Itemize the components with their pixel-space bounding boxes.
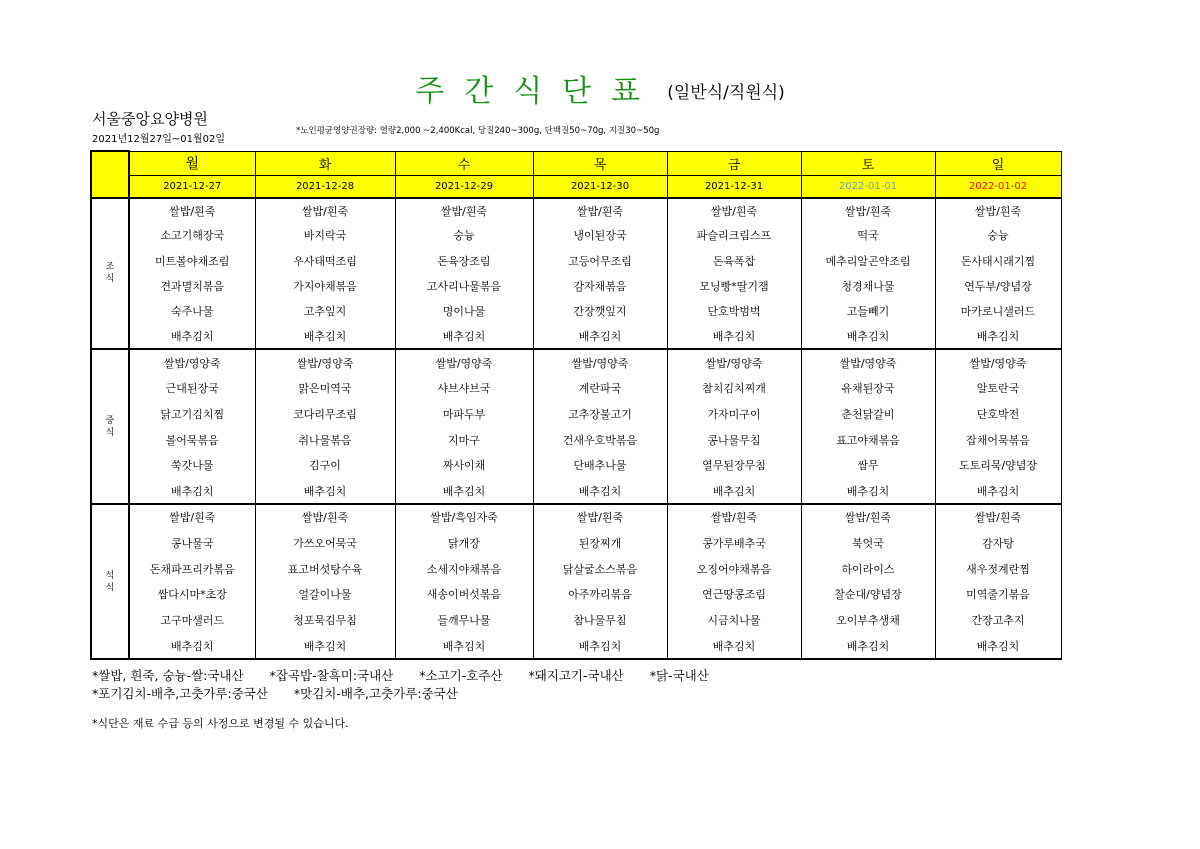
menu-item: 가지야채볶음 (255, 273, 395, 298)
table-row (91, 607, 1061, 633)
origin-item: *쌀밥, 흰죽, 숭늉-쌀:국내산 (92, 668, 244, 683)
menu-item: 배추김치 (667, 324, 801, 349)
menu-item: 청경채나물 (801, 273, 935, 298)
meal-label-char: 식 (105, 427, 115, 438)
menu-item: 콩나물국 (129, 530, 255, 556)
table-row (91, 581, 1061, 607)
menu-item: 감자채볶음 (533, 273, 667, 298)
meal-label-char: 중 (105, 415, 115, 426)
title-subtitle: (일반식/직원식) (667, 83, 785, 103)
menu-item: 잡채어묵볶음 (935, 427, 1061, 453)
menu-item: 소세지야채볶음 (395, 556, 533, 582)
day-name: 목 (533, 151, 667, 175)
menu-item: 표고버섯탕수육 (255, 556, 395, 582)
menu-item: 숭늉 (935, 223, 1061, 248)
menu-item: 쌀밥/흰죽 (935, 198, 1061, 223)
day-header-row (91, 151, 1061, 175)
day-date: 2021-12-31 (667, 175, 801, 197)
nutrition-note: *노인평균영양권장량: 열량2,000 ~2,400Kcal, 당질240~300g, 단백질50~70g, 지질30~50g (296, 126, 660, 136)
menu-item: 고들빼기 (801, 299, 935, 324)
menu-item: 들깨무나물 (395, 607, 533, 633)
meal-label (91, 504, 129, 659)
menu-item: 배추김치 (395, 324, 533, 349)
menu-item: 간장깻잎지 (533, 299, 667, 324)
menu-item: 쌀밥/영양죽 (533, 349, 667, 375)
table-row (91, 349, 1061, 375)
menu-item: 쌀밥/영양죽 (129, 349, 255, 375)
menu-item: 쌀밥/흰죽 (801, 504, 935, 530)
menu-item: 배추김치 (667, 633, 801, 659)
menu-item: 마파두부 (395, 401, 533, 427)
origin-info-line-2 (92, 684, 480, 702)
menu-item: 명이나물 (395, 299, 533, 324)
menu-item: 코다리무조림 (255, 401, 395, 427)
meal-label (91, 198, 129, 350)
title-main: 주간식단표 (415, 74, 661, 109)
menu-item: 떡국 (801, 223, 935, 248)
day-date: 2021-12-27 (129, 175, 255, 197)
menu-item: 배추김치 (533, 478, 667, 504)
menu-item: 쌀밥/흰죽 (667, 198, 801, 223)
meal-label-char: 식 (105, 274, 115, 285)
menu-item: 쌀밥/흰죽 (129, 504, 255, 530)
menu-item: 돈육폭찹 (667, 248, 801, 273)
menu-item: 쌀밥/영양죽 (667, 349, 801, 375)
menu-item: 쌈무 (801, 453, 935, 479)
menu-item: 냉이된장국 (533, 223, 667, 248)
menu-item: 배추김치 (129, 633, 255, 659)
menu-item: 돈사태시래기찜 (935, 248, 1061, 273)
table-row (91, 198, 1061, 223)
menu-item: 춘천닭갈비 (801, 401, 935, 427)
origin-item: *돼지고기-국내산 (528, 668, 624, 683)
table-row (91, 248, 1061, 273)
menu-item: 맑은미역국 (255, 375, 395, 401)
menu-item: 하이라이스 (801, 556, 935, 582)
menu-item: 파슬리크림스프 (667, 223, 801, 248)
menu-item: 짜사이채 (395, 453, 533, 479)
menu-item: 쌀밥/흰죽 (395, 198, 533, 223)
menu-item: 참나물무침 (533, 607, 667, 633)
menu-item: 고구마샐러드 (129, 607, 255, 633)
day-name: 화 (255, 151, 395, 175)
menu-item: 쌀밥/흰죽 (667, 504, 801, 530)
menu-item: 돈채파프리카볶음 (129, 556, 255, 582)
day-date: 2021-12-30 (533, 175, 667, 197)
menu-item: 고사리나물볶음 (395, 273, 533, 298)
menu-item: 쌀밥/흰죽 (255, 504, 395, 530)
menu-item: 배추김치 (935, 478, 1061, 504)
page-title (0, 66, 1200, 110)
menu-item: 열무된장무침 (667, 453, 801, 479)
menu-item: 찰순대/양념장 (801, 581, 935, 607)
menu-item: 단배추나물 (533, 453, 667, 479)
menu-item: 표고야채볶음 (801, 427, 935, 453)
menu-item: 알토란국 (935, 375, 1061, 401)
hospital-name: 서울중앙요양병원 (92, 110, 208, 128)
menu-item: 우사태떡조림 (255, 248, 395, 273)
menu-item: 닭개장 (395, 530, 533, 556)
menu-item: 북엇국 (801, 530, 935, 556)
day-date: 2022-01-01 (801, 175, 935, 197)
table-row (91, 633, 1061, 659)
menu-item: 닭살굴소스볶음 (533, 556, 667, 582)
menu-item: 숭늉 (395, 223, 533, 248)
menu-item: 배추김치 (801, 324, 935, 349)
menu-item: 배추김치 (935, 324, 1061, 349)
menu-item: 청포묵김무침 (255, 607, 395, 633)
meal-label-char: 식 (105, 582, 115, 593)
menu-item: 미트볼야채조림 (129, 248, 255, 273)
menu-item: 배추김치 (255, 324, 395, 349)
day-date: 2022-01-02 (935, 175, 1061, 197)
table-row (91, 530, 1061, 556)
origin-item: *잡곡밥-찰흑미:국내산 (269, 668, 394, 683)
menu-item: 마카로니샐러드 (935, 299, 1061, 324)
menu-item: 쑥갓나물 (129, 453, 255, 479)
table-corner (91, 151, 129, 198)
origin-item: *닭-국내산 (649, 668, 709, 683)
menu-item: 샤브샤브국 (395, 375, 533, 401)
menu-item: 근대된장국 (129, 375, 255, 401)
menu-item: 얼갈이나물 (255, 581, 395, 607)
menu-item: 미역줄기볶음 (935, 581, 1061, 607)
menu-item: 견과멸치볶음 (129, 273, 255, 298)
table-row (91, 299, 1061, 324)
menu-item: 배추김치 (129, 324, 255, 349)
origin-info-line-1 (92, 666, 731, 684)
menu-item: 가자미구이 (667, 401, 801, 427)
menu-item: 연근땅콩조림 (667, 581, 801, 607)
menu-item: 소고기해장국 (129, 223, 255, 248)
menu-item: 배추김치 (801, 478, 935, 504)
day-date: 2021-12-29 (395, 175, 533, 197)
menu-item: 쌀밥/흑임자죽 (395, 504, 533, 530)
weekly-menu-table (90, 150, 1062, 660)
meal-label-char: 조 (105, 262, 115, 273)
menu-item: 아주까리볶음 (533, 581, 667, 607)
menu-item: 쌀밥/흰죽 (255, 198, 395, 223)
table-row (91, 324, 1061, 349)
menu-item: 참치김치찌개 (667, 375, 801, 401)
menu-item: 메추리알곤약조림 (801, 248, 935, 273)
menu-period: 2021년12월27일~01월02일 (92, 134, 226, 145)
menu-item: 시금치나물 (667, 607, 801, 633)
menu-item: 지마구 (395, 427, 533, 453)
menu-item: 바지락국 (255, 223, 395, 248)
menu-item: 간장고추지 (935, 607, 1061, 633)
table-row (91, 556, 1061, 582)
menu-item: 오이부추생채 (801, 607, 935, 633)
menu-item: 콩나물무침 (667, 427, 801, 453)
menu-item: 김구이 (255, 453, 395, 479)
menu-item: 닭고기김치찜 (129, 401, 255, 427)
table-row (91, 273, 1061, 298)
table-row (91, 427, 1061, 453)
menu-item: 콩가루배추국 (667, 530, 801, 556)
menu-item: 새송이버섯볶음 (395, 581, 533, 607)
table-row (91, 375, 1061, 401)
day-name: 일 (935, 151, 1061, 175)
day-name: 월 (129, 151, 255, 175)
origin-item: *맛김치-배추,고춧가루:중국산 (293, 686, 458, 701)
table-row (91, 453, 1061, 479)
menu-item: 모닝빵*딸기잼 (667, 273, 801, 298)
menu-item: 된장찌개 (533, 530, 667, 556)
menu-item: 배추김치 (667, 478, 801, 504)
menu-item: 쌀밥/흰죽 (533, 504, 667, 530)
menu-item: 오징어야채볶음 (667, 556, 801, 582)
menu-item: 도토리묵/양념장 (935, 453, 1061, 479)
menu-item: 단호박전 (935, 401, 1061, 427)
menu-item: 쌀밥/영양죽 (255, 349, 395, 375)
menu-item: 배추김치 (395, 633, 533, 659)
menu-item: 쌀밥/영양죽 (395, 349, 533, 375)
menu-item: 배추김치 (935, 633, 1061, 659)
menu-change-notice: *식단은 재료 수급 등의 사정으로 변경될 수 있습니다. (92, 717, 349, 730)
origin-item: *포기김치-배추,고춧가루:중국산 (92, 686, 268, 701)
origin-item: *소고기-호주산 (419, 668, 503, 683)
menu-item: 건새우호박볶음 (533, 427, 667, 453)
menu-item: 단호박범벅 (667, 299, 801, 324)
meal-label (91, 349, 129, 504)
menu-item: 쌀밥/흰죽 (129, 198, 255, 223)
table-row (91, 478, 1061, 504)
menu-item: 새우젓계란찜 (935, 556, 1061, 582)
menu-item: 감자탕 (935, 530, 1061, 556)
menu-item: 배추김치 (255, 633, 395, 659)
menu-item: 고추잎지 (255, 299, 395, 324)
day-name: 수 (395, 151, 533, 175)
menu-item: 취나물볶음 (255, 427, 395, 453)
day-date: 2021-12-28 (255, 175, 395, 197)
menu-item: 계란파국 (533, 375, 667, 401)
menu-item: 쌀밥/영양죽 (935, 349, 1061, 375)
menu-item: 연두부/양념장 (935, 273, 1061, 298)
day-name: 토 (801, 151, 935, 175)
menu-item: 배추김치 (533, 324, 667, 349)
menu-item: 쌈다시마*초장 (129, 581, 255, 607)
table-row (91, 504, 1061, 530)
menu-item: 쌀밥/흰죽 (935, 504, 1061, 530)
menu-item: 고등어무조림 (533, 248, 667, 273)
menu-item: 숙주나물 (129, 299, 255, 324)
menu-item: 돈육장조림 (395, 248, 533, 273)
menu-item: 쌀밥/흰죽 (533, 198, 667, 223)
table-row (91, 223, 1061, 248)
meal-label-char: 석 (105, 570, 115, 581)
menu-item: 배추김치 (801, 633, 935, 659)
menu-item: 쌀밥/흰죽 (801, 198, 935, 223)
date-header-row (91, 175, 1061, 197)
menu-item: 쌀밥/영양죽 (801, 349, 935, 375)
table-row (91, 401, 1061, 427)
menu-item: 배추김치 (255, 478, 395, 504)
menu-item: 배추김치 (129, 478, 255, 504)
day-name: 금 (667, 151, 801, 175)
menu-item: 배추김치 (533, 633, 667, 659)
menu-item: 볼어묵볶음 (129, 427, 255, 453)
menu-item: 배추김치 (395, 478, 533, 504)
menu-item: 가쓰오어묵국 (255, 530, 395, 556)
menu-item: 고추장불고기 (533, 401, 667, 427)
menu-item: 유채된장국 (801, 375, 935, 401)
